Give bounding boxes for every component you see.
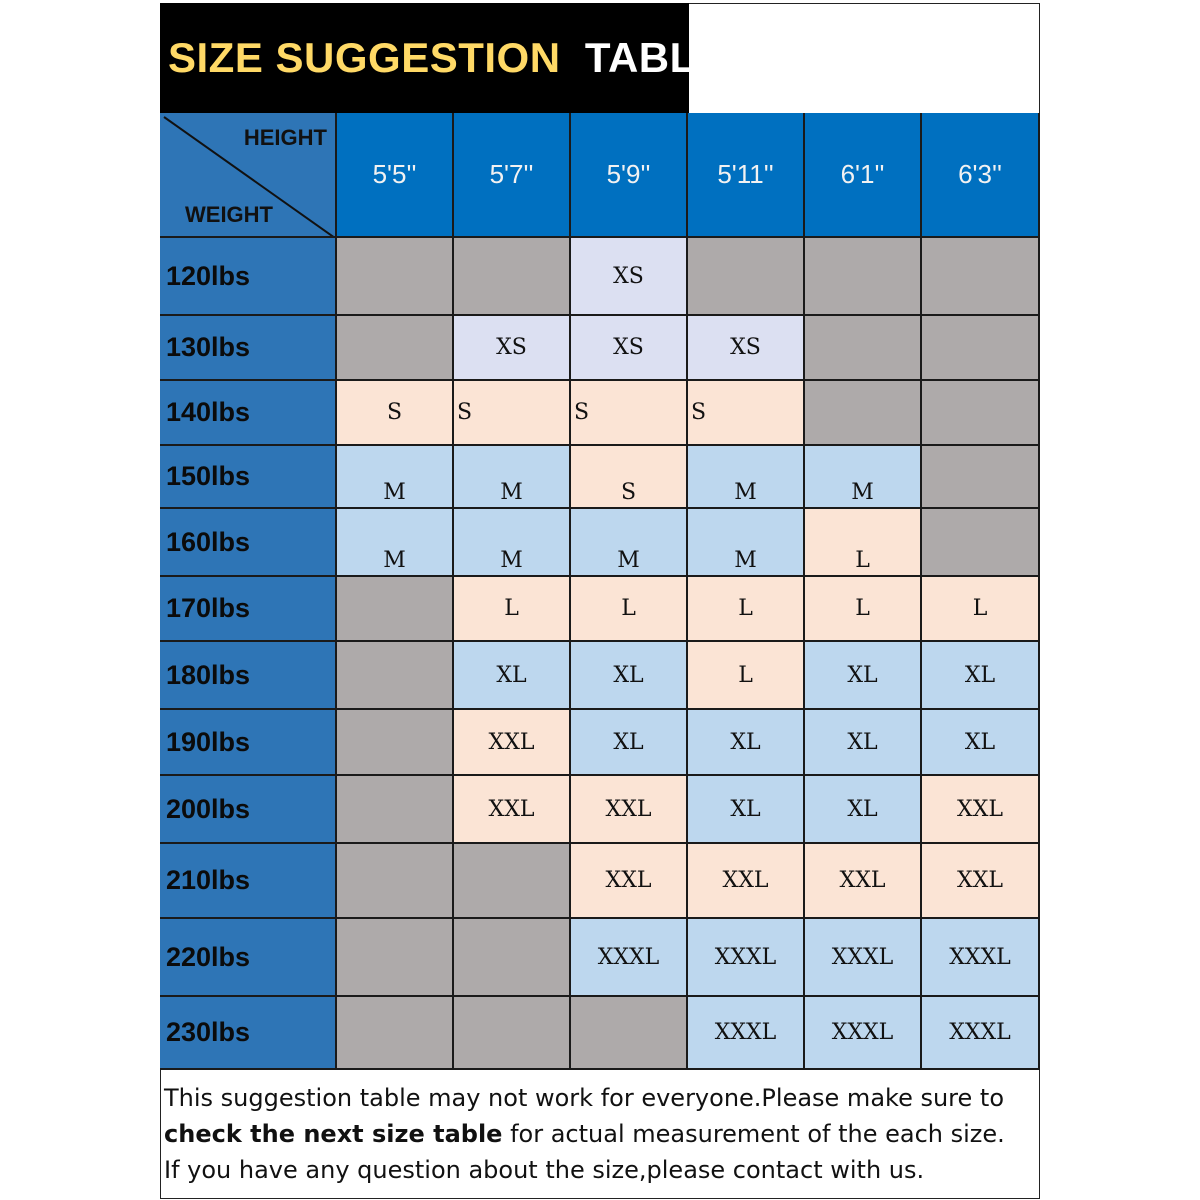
size-cell — [805, 919, 922, 997]
size-value: S — [386, 400, 403, 425]
empty-cell — [337, 577, 454, 642]
size-value: M — [500, 548, 523, 573]
size-cell — [922, 776, 1040, 844]
empty-cell — [337, 919, 454, 997]
empty-cell — [922, 509, 1040, 577]
weight-label: 180lbs — [160, 642, 337, 710]
size-value: XL — [964, 662, 996, 688]
weight-label: 130lbs — [160, 316, 337, 381]
empty-cell — [805, 316, 922, 381]
size-value: XXL — [605, 796, 652, 822]
size-cell — [571, 509, 688, 577]
size-cell — [922, 710, 1040, 776]
size-cell — [922, 642, 1040, 710]
weight-label: 190lbs — [160, 710, 337, 776]
size-cell — [688, 642, 805, 710]
empty-cell — [688, 238, 805, 316]
weight-label: 120lbs — [160, 238, 337, 316]
size-value: XXL — [957, 796, 1003, 822]
size-cell — [688, 577, 805, 642]
empty-cell — [454, 997, 571, 1070]
size-cell — [454, 710, 571, 776]
empty-cell — [571, 997, 688, 1070]
size-cell — [571, 577, 688, 642]
size-value: XS — [613, 263, 644, 289]
size-value: XS — [613, 335, 644, 360]
size-value: XXXL — [831, 944, 894, 970]
size-value: XL — [847, 729, 878, 755]
empty-cell — [922, 381, 1040, 446]
empty-cell — [337, 710, 454, 776]
size-value: XXL — [722, 868, 769, 893]
size-value: XL — [730, 796, 761, 822]
size-value: M — [734, 480, 757, 505]
size-value: XXL — [488, 796, 535, 822]
size-cell — [571, 776, 688, 844]
size-cell — [688, 446, 805, 509]
size-value: S — [457, 400, 473, 425]
empty-cell — [337, 844, 454, 919]
size-value: M — [617, 548, 640, 573]
note-line-3: If you have any question about the size,please contact with us. — [164, 1156, 925, 1184]
size-value: L — [738, 596, 753, 621]
size-value: M — [383, 480, 406, 505]
empty-cell — [454, 238, 571, 316]
size-cell — [571, 446, 688, 509]
size-cell — [922, 919, 1040, 997]
size-cell — [454, 316, 571, 381]
size-value: XXXL — [714, 944, 777, 970]
size-cell — [805, 642, 922, 710]
size-value: L — [504, 596, 519, 621]
size-cell — [571, 919, 688, 997]
empty-cell — [805, 381, 922, 446]
size-value: L — [972, 596, 988, 621]
size-value: XL — [730, 729, 761, 755]
empty-cell — [922, 446, 1040, 509]
size-cell — [454, 642, 571, 710]
size-value: XL — [964, 729, 996, 755]
size-cell — [805, 997, 922, 1070]
size-cell — [454, 776, 571, 844]
size-value: M — [383, 548, 406, 573]
weight-label: 160lbs — [160, 509, 337, 577]
title-part-white: TABLE — [584, 34, 725, 81]
size-value: XL — [613, 729, 644, 755]
footer-note — [164, 1080, 1034, 1188]
empty-cell — [454, 844, 571, 919]
size-value: XL — [847, 662, 878, 688]
empty-cell — [922, 238, 1040, 316]
empty-cell — [337, 316, 454, 381]
note-line-2-rest: for actual measurement of the each size. — [502, 1120, 1005, 1148]
size-cell — [688, 509, 805, 577]
size-value: XL — [847, 796, 878, 822]
size-cell — [688, 710, 805, 776]
size-cell — [337, 446, 454, 509]
size-value: XXL — [605, 868, 652, 893]
height-header: 6'3'' — [922, 113, 1040, 238]
weight-label: 220lbs — [160, 919, 337, 997]
height-header: 5'9'' — [571, 113, 688, 238]
size-cell — [688, 919, 805, 997]
size-cell — [337, 509, 454, 577]
size-value: XXL — [839, 868, 886, 893]
size-cell — [922, 577, 1040, 642]
size-value: L — [621, 596, 636, 621]
size-value: XXL — [488, 729, 535, 755]
size-cell — [805, 446, 922, 509]
weight-label: 140lbs — [160, 381, 337, 446]
height-header: 5'7'' — [454, 113, 571, 238]
weight-label: 210lbs — [160, 844, 337, 919]
empty-cell — [337, 642, 454, 710]
size-cell — [571, 642, 688, 710]
size-value: XL — [496, 662, 527, 688]
weight-label: 200lbs — [160, 776, 337, 844]
empty-cell — [337, 997, 454, 1070]
size-value: M — [734, 548, 757, 573]
size-value: M — [500, 480, 523, 505]
size-cell — [337, 381, 454, 446]
size-cell — [805, 776, 922, 844]
size-cell — [805, 509, 922, 577]
size-cell — [805, 710, 922, 776]
weight-label: 230lbs — [160, 997, 337, 1070]
size-value: L — [855, 596, 870, 621]
size-cell — [688, 381, 805, 446]
note-line-1: This suggestion table may not work for everyone.Please make sure to — [164, 1084, 1004, 1112]
size-cell — [454, 577, 571, 642]
size-value: S — [574, 400, 590, 425]
corner-header-cell — [160, 113, 337, 238]
size-value: S — [691, 400, 707, 425]
size-value: L — [855, 548, 870, 573]
empty-cell — [337, 238, 454, 316]
weight-label: 150lbs — [160, 446, 337, 509]
size-value: L — [738, 662, 753, 688]
weight-axis-label: WEIGHT — [185, 202, 273, 227]
height-header: 6'1'' — [805, 113, 922, 238]
size-cell — [571, 381, 688, 446]
size-cell — [805, 577, 922, 642]
size-cell — [571, 238, 688, 316]
empty-cell — [337, 776, 454, 844]
size-cell — [571, 316, 688, 381]
size-value: M — [851, 480, 874, 505]
size-cell — [454, 446, 571, 509]
size-cell — [454, 381, 571, 446]
note-line-2 — [164, 1116, 1034, 1152]
height-header: 5'5'' — [337, 113, 454, 238]
size-cell — [571, 844, 688, 919]
note-bold-text: check the next size table — [164, 1120, 503, 1148]
height-header: 5'11'' — [688, 113, 805, 238]
empty-cell — [922, 316, 1040, 381]
empty-cell — [454, 919, 571, 997]
size-suggestion-table — [160, 113, 1040, 1070]
size-cell — [805, 844, 922, 919]
size-value: XXXL — [949, 1020, 1011, 1045]
size-cell — [922, 997, 1040, 1070]
size-cell — [688, 776, 805, 844]
size-value: XXXL — [597, 944, 660, 970]
size-value: XXL — [957, 868, 1003, 893]
size-value: XS — [730, 335, 761, 360]
size-value: XL — [613, 662, 644, 688]
size-cell — [688, 316, 805, 381]
table-title — [168, 34, 724, 82]
size-cell — [571, 710, 688, 776]
title-part-gold: SIZE SUGGESTION — [168, 34, 561, 81]
size-cell — [688, 844, 805, 919]
weight-label: 170lbs — [160, 577, 337, 642]
size-cell — [922, 844, 1040, 919]
size-value: XXXL — [714, 1020, 777, 1045]
size-cell — [454, 509, 571, 577]
size-cell — [688, 997, 805, 1070]
size-value: S — [620, 480, 637, 505]
empty-cell — [805, 238, 922, 316]
size-value: XXXL — [949, 944, 1011, 970]
height-axis-label: HEIGHT — [243, 125, 327, 150]
size-value: XS — [496, 335, 527, 360]
size-value: XXXL — [831, 1020, 894, 1045]
